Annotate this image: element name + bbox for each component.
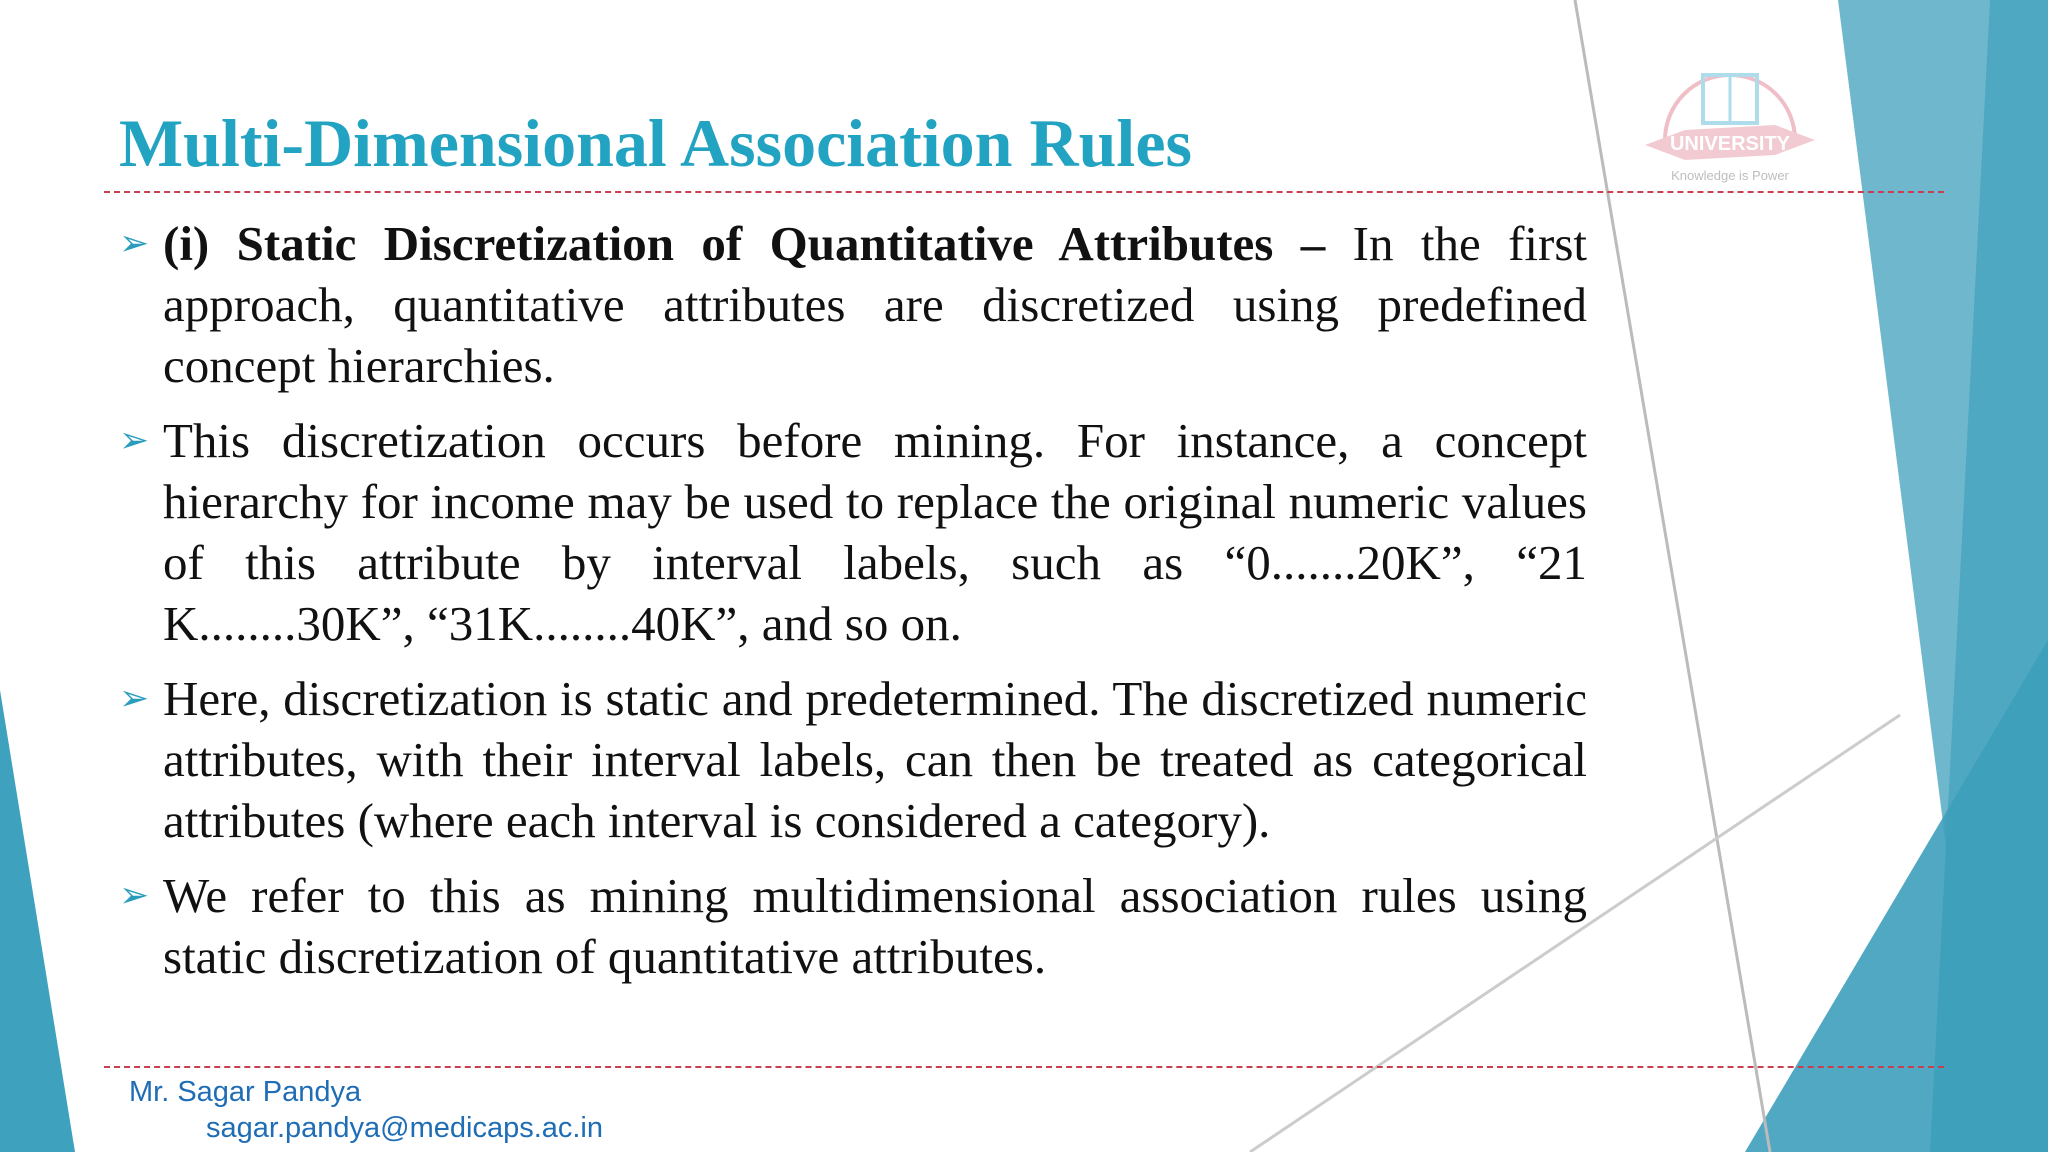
arrow-bullet-icon: ➢: [119, 420, 150, 460]
bullet-text: Here, discretization is static and predetermined. The discretized numeric attributes, with their interval labels, can then be treated as categorical attributes (where each interval is considered a category).: [163, 671, 1587, 848]
bullet-item: [119, 865, 1587, 987]
arrow-bullet-icon: ➢: [119, 678, 150, 718]
bullet-item: [119, 213, 1587, 396]
bullet-list: [119, 213, 1587, 1001]
bullet-text: This discretization occurs before mining. For instance, a concept hierarchy for income may be used to replace the original numeric values of this attribute by interval labels, such as “0.......20K”, “21 K........30K”, “31K........40K”, and so on.: [163, 413, 1587, 651]
bullet-heading: (i) Static Discretization of Quantitative Attributes –: [163, 216, 1326, 271]
slide-title: Multi-Dimensional Association Rules: [119, 105, 1192, 181]
bullet-text: We refer to this as mining multidimensional association rules using static discretization of quantitative attributes.: [163, 868, 1587, 984]
svg-text:Knowledge is Power: Knowledge is Power: [1671, 168, 1789, 183]
medicaps-logo: [1625, 30, 1835, 190]
bullet-text: In the first approach, quantitative attributes are discretized using predefined concept hierarchies.: [163, 216, 1587, 393]
arrow-bullet-icon: ➢: [119, 875, 150, 915]
footer-email: sagar.pandya@medicaps.ac.in: [206, 1112, 604, 1144]
bottom-divider: [104, 1066, 1944, 1068]
svg-text:UNIVERSITY: UNIVERSITY: [1669, 133, 1791, 155]
bullet-item: [119, 668, 1587, 851]
footer-author: Mr. Sagar Pandya: [129, 1076, 362, 1108]
bullet-item: [119, 410, 1587, 654]
teal-triangle-left: [0, 690, 75, 1152]
top-divider: [104, 191, 1944, 193]
arrow-bullet-icon: ➢: [119, 223, 150, 263]
